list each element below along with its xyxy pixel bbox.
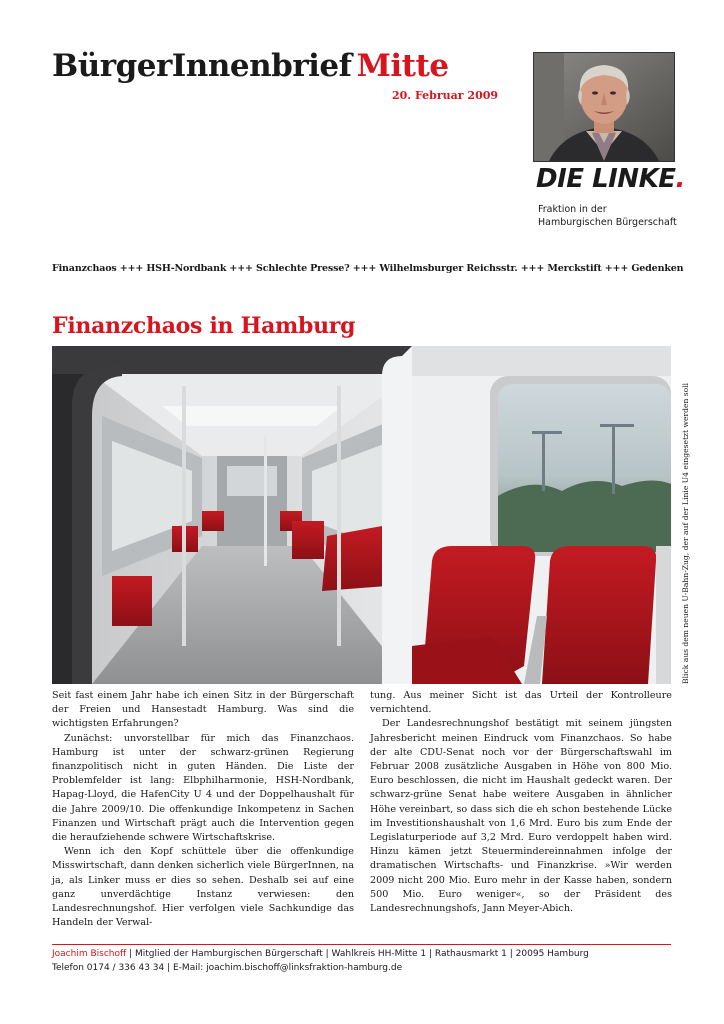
article-column-1 [52, 689, 354, 930]
fraktion-line1: Fraktion in der [538, 204, 607, 215]
fraktion-line2: Hamburgischen Bürgerschaft [538, 217, 677, 228]
article-column-2 [370, 689, 672, 916]
subway-interior-photo [52, 346, 671, 684]
article-paragraph: Wenn ich den Kopf schüttele über die offenkundige Misswirtschaft, dann denken sicherlich viele BürgerInnen, na ja, als Linker muss er dies so sehen. Deshalb sei auf eine ganz unverdächtige Instanz verwiesen: den Landesrechnungshof. Hier verfolgen viele Sachkundige das Handeln der Verwal- [52, 846, 354, 929]
footer-divider [52, 944, 671, 945]
author-portrait [533, 52, 675, 162]
party-logo [536, 164, 686, 204]
article-paragraph: tung. Aus meiner Sicht ist das Urteil der Kontrolleure vernichtend. [370, 690, 672, 716]
footer-contact-line: Telefon 0174 / 336 43 34 | E-Mail: joachim.bischoff@linksfraktion-hamburg.de [52, 962, 403, 973]
footer-author-details: | Mitglied der Hamburgischen Bürgerschaft | Wahlkreis HH-Mitte 1 | Rathausmarkt 1 | 20095 Hamburg [126, 949, 589, 959]
article-headline: Finanzchaos in Hamburg [52, 313, 356, 339]
footer-author-name: Joachim Bischoff [52, 949, 127, 959]
article-paragraph: Seit fast einem Jahr habe ich einen Sitz in der Bürgerschaft der Freien und Hansestadt Hamburg. Was sind die wichtigsten Erfahrungen? [52, 690, 354, 730]
article-paragraph: Zunächst: unvorstellbar für mich das Finanzchaos. Hamburg ist unter der schwarz-grünen Regierung finanzpolitisch nicht in guten Händen. Die Liste der Problemfelder ist lang: Elbphilharmonie, HSH-Nordbank, Hapag-Lloyd, die HafenCity U 4 und der Doppelhaushalt für die Jahre 2009/10. Die offenkundige Inkompetenz in Sachen Finanzen und Wirtschaft prägt auch die Intervention gegen die heraufziehende schwere Wirtschaftskrise. [52, 732, 354, 844]
issue-date: 20. Februar 2009 [392, 89, 499, 102]
footer-contact [52, 948, 682, 975]
fraktion-label [538, 203, 688, 229]
topic-ticker: Finanzchaos +++ HSH-Nordbank +++ Schlechte Presse? +++ Wilhelmsburger Reichsstr. +++ Merckstift +++ Gedenken [52, 263, 684, 274]
masthead-title-part2: Mitte [356, 48, 449, 84]
article-paragraph: Der Landesrechnungshof bestätigt mit seinem jüngsten Jahresbericht meinen Eindruck vom Finanzchaos. So habe der alte CDU-Senat noch vor der Bürgerschaftswahl im Februar 2008 zusätzliche Ausgaben in Höhe von 800 Mio. Euro beschlossen, die nicht im Haushalt gedeckt waren. Der schwarz-grüne Senat habe weitere Ausgaben in ähnlicher Höhe vereinbart, so dass sich die eh schon bestehende Lücke im Investitionshaushalt von 1,6 Mrd. Euro bis zum Ende der Legislaturperiode auf 3,2 Mrd. Euro verdoppelt haben wird. Hinzu kämen jetzt Steuermindereinnahmen infolge der dramatischen Wirtschafts- und Finanzkrise. »Wir werden 2009 nicht 200 Mio. Euro mehr in der Kasse haben, sondern 500 Mio. Euro weniger«, so der Präsident des Landesrechnungshofs, Jann Meyer-Abich. [370, 718, 672, 915]
photo-caption [681, 346, 695, 684]
party-logo-dot: . [675, 164, 685, 194]
party-logo-text: DIE LINKE [536, 164, 676, 194]
masthead-title-part1: BürgerInnenbrief [52, 48, 352, 84]
photo-caption-text: Blick aus dem neuen U-Bahn-Zug, der auf der Linie U4 eingesetzt werden soll [681, 382, 690, 684]
